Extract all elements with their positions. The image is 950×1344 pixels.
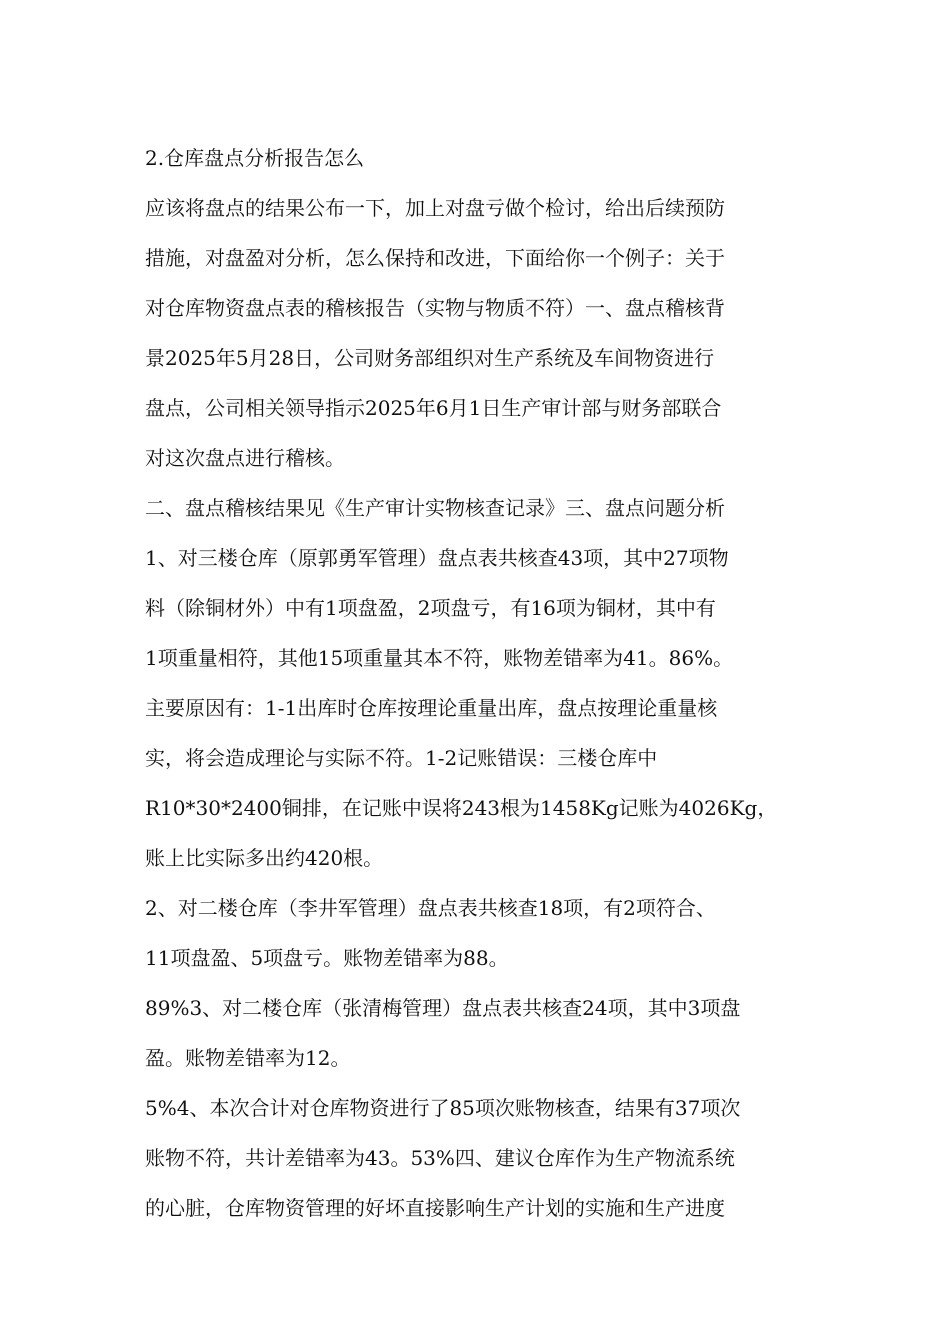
text-line: 账上比实际多出约420根。 — [145, 846, 384, 870]
text-line: 措施，对盘盈对分析，怎么保持和改进，下面给你一个例子：关于 — [145, 246, 725, 270]
section-heading: 2.仓库盘点分析报告怎么 — [145, 146, 365, 170]
text-line: 二、盘点稽核结果见《生产审计实物核查记录》三、盘点问题分析 — [145, 496, 725, 520]
text-line: 盈。账物差错率为12。 — [145, 1046, 351, 1070]
text-line: 盘点，公司相关领导指示2025年6月1日生产审计部与财务部联合 — [145, 396, 722, 420]
text-line: 应该将盘点的结果公布一下，加上对盘亏做个检讨，给出后续预防 — [145, 196, 725, 220]
text-line: R10*30*2400铜排，在记账中误将243根为1458Kg记账为4026Kg， — [145, 796, 778, 820]
text-line: 对这次盘点进行稽核。 — [145, 446, 345, 470]
text-line: 对仓库物资盘点表的稽核报告（实物与物质不符）一、盘点稽核背 — [145, 296, 725, 320]
text-line: 1项重量相符，其他15项重量其本不符，账物差错率为41。86%。 — [145, 646, 734, 670]
text-line: 2、对二楼仓库（李井军管理）盘点表共核查18项，有2项符合、 — [145, 896, 716, 920]
text-line: 1、对三楼仓库（原郭勇军管理）盘点表共核查43项，其中27项物 — [145, 546, 729, 570]
text-line: 主要原因有：1-1出库时仓库按理论重量出库，盘点按理论重量核 — [145, 696, 718, 720]
paragraph-results — [145, 483, 810, 883]
paragraph-summary — [145, 1083, 810, 1233]
text-line: 89%3、对二楼仓库（张清梅管理）盘点表共核查24项，其中3项盘 — [145, 996, 741, 1020]
document-body — [145, 133, 810, 1233]
text-line: 账物不符，共计差错率为43。53%四、建议仓库作为生产物流系统 — [145, 1146, 735, 1170]
text-line: 11项盘盈、5项盘亏。账物差错率为88。 — [145, 946, 509, 970]
paragraph-second-floor-zhang — [145, 983, 810, 1083]
text-line: 的心脏，仓库物资管理的好坏直接影响生产计划的实施和生产进度 — [145, 1196, 725, 1220]
text-line: 实，将会造成理论与实际不符。1-2记账错误：三楼仓库中 — [145, 746, 658, 770]
paragraph-second-floor-li — [145, 883, 810, 983]
text-line: 5%4、本次合计对仓库物资进行了85项次账物核查，结果有37项次 — [145, 1096, 741, 1120]
paragraph-intro — [145, 183, 810, 483]
text-line: 景2025年5月28日，公司财务部组织对生产系统及车间物资进行 — [145, 346, 715, 370]
text-line: 料（除铜材外）中有1项盘盈，2项盘亏，有16项为铜材，其中有 — [145, 596, 716, 620]
